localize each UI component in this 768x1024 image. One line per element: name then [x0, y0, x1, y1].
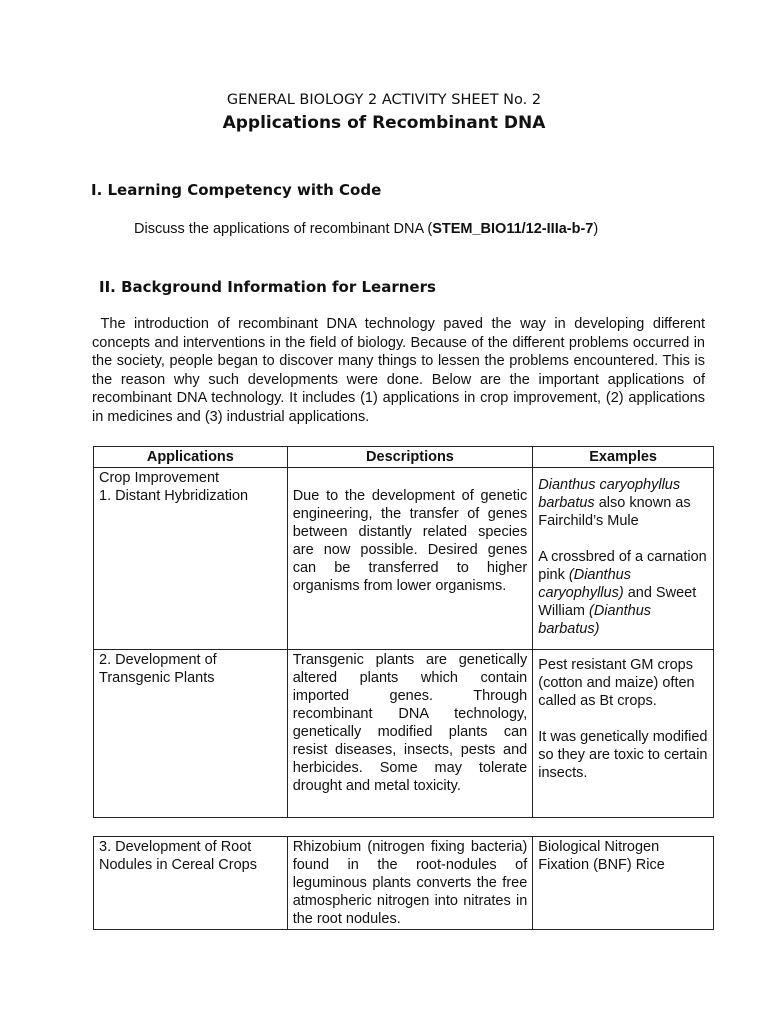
row2-application: 2. Development of Transgenic Plants — [94, 650, 288, 818]
applications-table-continued — [93, 836, 714, 930]
row3-description: Rhizobium (nitrogen fixing bacteria) found in the root-nodules of leguminous plants converts the free atmospheric nitrogen into nitrates in the root nodules. — [287, 837, 533, 930]
header-descriptions: Descriptions — [287, 447, 533, 468]
sheet-subtitle: Applications of Recombinant DNA — [222, 113, 546, 133]
row2-examples — [533, 650, 714, 818]
header-applications: Applications — [94, 447, 288, 468]
row1-example-1 — [538, 476, 708, 530]
section-heading-background: II. Background Information for Learners — [99, 278, 436, 296]
row2-example-2: It was genetically modified so they are toxic to certain insects. — [538, 729, 708, 781]
row1-description: Due to the development of genetic engineering, the transfer of genes between distantly related species are now possible. Desired genes can be transferred to higher organisms from lower organisms. — [287, 468, 533, 650]
applications-table — [93, 446, 714, 818]
row1-category: Crop Improvement — [99, 470, 220, 486]
background-paragraph — [92, 315, 705, 427]
row1-example-1-rest: also known as Fairchild’s Mule — [538, 495, 691, 529]
row1-example-2-a: A crossbred of a carnation pink — [538, 549, 707, 583]
sheet-title: GENERAL BIOLOGY 2 ACTIVITY SHEET No. 2 — [226, 92, 542, 108]
row3-application: 3. Development of Root Nodules in Cereal Crops — [94, 837, 288, 930]
row1-example-2 — [538, 548, 708, 638]
row2-description: Transgenic plants are genetically altered plants which contain imported genes. Through recombinant DNA technology, genetically modified plants can resist diseases, insects, pests and herbicides. Some may tolerate drought and metal toxicity. — [287, 650, 533, 818]
table-row — [94, 650, 714, 818]
row1-application — [94, 468, 288, 650]
table-row — [94, 837, 714, 930]
row1-example-2-c: and Sweet William — [538, 585, 697, 619]
competency-code: STEM_BIO11/12-IIIa-b-7 — [432, 221, 594, 237]
row1-examples — [533, 468, 714, 650]
competency-text: Discuss the applications of recombinant DNA ( — [134, 221, 433, 237]
row3-examples: Biological Nitrogen Fixation (BNF) Rice — [533, 837, 714, 930]
background-text: The introduction of recombinant DNA technology paved the way in developing different concepts and interventions in the field of biology. Because of the different problems occurred in the society, people began to discover many things to lessen the problems encountered. This is the reason why such developments were done. Below are the important applications of recombinant DNA technology. It includes (1) applications in crop improvement, (2) applications in medicines and (3) industrial applications. — [92, 316, 706, 425]
row1-example-2-d: (Dianthus barbatus) — [538, 603, 652, 637]
header-examples: Examples — [533, 447, 714, 468]
table-header-row — [94, 447, 714, 468]
competency-close: ) — [593, 221, 599, 237]
row1-item: 1. Distant Hybridization — [99, 488, 249, 504]
section-heading-competency: I. Learning Competency with Code — [91, 181, 382, 199]
row1-example-2-b: (Dianthus caryophyllus) — [538, 567, 631, 601]
competency-statement — [134, 221, 598, 237]
row1-example-1-species: Dianthus caryophyllus barbatus — [538, 477, 681, 511]
table-row — [94, 468, 714, 650]
row2-example-1: Pest resistant GM crops (cotton and maize) often called as Bt crops. — [538, 657, 695, 709]
